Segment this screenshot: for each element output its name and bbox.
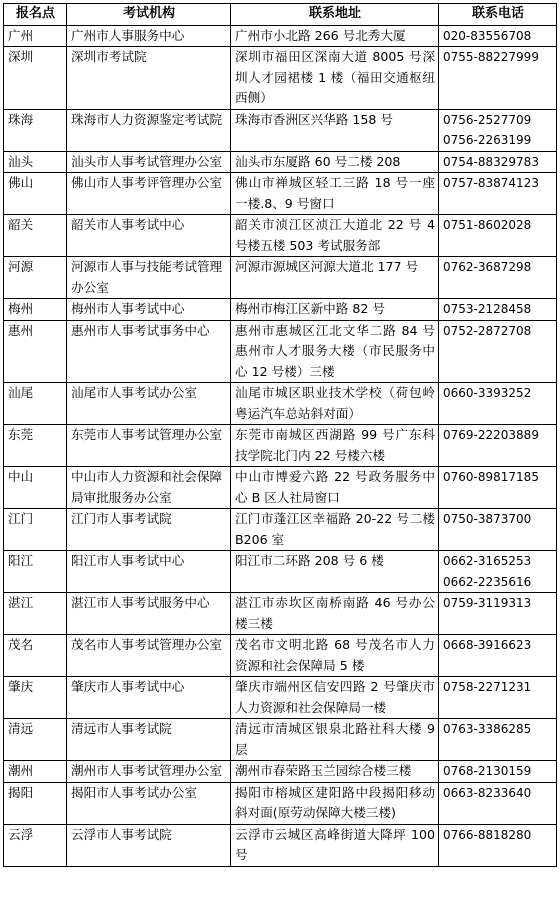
table-row bbox=[4, 257, 557, 299]
address-cell: 湛江市赤坎区南桥南路 46 号办公楼三楼 bbox=[231, 593, 439, 635]
org-cell: 中山市人力资源和社会保障局审批服务办公室 bbox=[67, 467, 231, 509]
phone-number: 0769-22203889 bbox=[443, 428, 539, 442]
header-phone: 联系电话 bbox=[439, 4, 557, 26]
site-cell: 茂名 bbox=[4, 635, 67, 677]
table-row bbox=[4, 593, 557, 635]
address-cell: 东莞市南城区西湖路 99 号广东科技学院北门内 22 号楼六楼 bbox=[231, 425, 439, 467]
phone-number: 0753-2128458 bbox=[443, 302, 532, 316]
phone-cell bbox=[439, 425, 557, 467]
phone-cell bbox=[439, 719, 557, 761]
phone-cell bbox=[439, 761, 557, 783]
phone-cell bbox=[439, 257, 557, 299]
site-cell: 清远 bbox=[4, 719, 67, 761]
phone-cell bbox=[439, 677, 557, 719]
org-cell: 佛山市人事考评管理办公室 bbox=[67, 173, 231, 215]
phone-cell bbox=[439, 47, 557, 110]
site-cell: 东莞 bbox=[4, 425, 67, 467]
table-row bbox=[4, 719, 557, 761]
table-row bbox=[4, 320, 557, 383]
phone-cell bbox=[439, 635, 557, 677]
site-cell: 梅州 bbox=[4, 299, 67, 321]
phone-number: 0766-8818280 bbox=[443, 827, 532, 842]
phone-cell bbox=[439, 593, 557, 635]
org-cell: 韶关市人事考试中心 bbox=[67, 215, 231, 257]
org-cell: 河源市人事与技能考试管理办公室 bbox=[67, 257, 231, 299]
phone-number: 0754-88329783 bbox=[443, 154, 539, 169]
address-cell: 韶关市浈江区浈江大道北 22 号 4 号楼五楼 503 考试服务部 bbox=[231, 215, 439, 257]
org-cell: 东莞市人事考试管理办公室 bbox=[67, 425, 231, 467]
site-cell: 江门 bbox=[4, 509, 67, 551]
address-cell: 汕头市东厦路 60 号二楼 208 bbox=[231, 151, 439, 173]
table-row bbox=[4, 761, 557, 783]
phone-cell bbox=[439, 215, 557, 257]
phone-number: 0756-2263199 bbox=[443, 133, 532, 147]
table-row bbox=[4, 677, 557, 719]
org-cell: 梅州市人事考试中心 bbox=[67, 299, 231, 321]
phone-number: 0663-8233640 bbox=[443, 785, 532, 800]
org-cell: 阳江市人事考试中心 bbox=[67, 551, 231, 593]
address-cell: 河源市源城区河源大道北 177 号 bbox=[231, 257, 439, 299]
phone-cell bbox=[439, 509, 557, 551]
phone-number: 0750-3873700 bbox=[443, 512, 532, 526]
org-cell: 肇庆市人事考试中心 bbox=[67, 677, 231, 719]
org-cell: 湛江市人事考试服务中心 bbox=[67, 593, 231, 635]
phone-number: 0763-3386285 bbox=[443, 722, 532, 736]
address-cell: 茂名市文明北路 68 号茂名市人力资源和社会保障局 5 楼 bbox=[231, 635, 439, 677]
phone-cell bbox=[439, 824, 557, 866]
phone-number: 0662-3165253 bbox=[443, 554, 532, 568]
table-row bbox=[4, 383, 557, 425]
address-cell: 江门市蓬江区幸福路 20-22 号二楼 B206 室 bbox=[231, 509, 439, 551]
table-row bbox=[4, 425, 557, 467]
address-cell: 佛山市禅城区轻工三路 18 号一座一楼.8、9 号窗口 bbox=[231, 173, 439, 215]
phone-number: 0762-3687298 bbox=[443, 260, 532, 274]
table-row bbox=[4, 467, 557, 509]
address-cell: 肇庆市端州区信安四路 2 号肇庆市人力资源和社会保障局一楼 bbox=[231, 677, 439, 719]
table-row bbox=[4, 782, 557, 824]
table-row bbox=[4, 173, 557, 215]
phone-number: 0760-89817185 bbox=[443, 470, 539, 484]
address-cell: 珠海市香洲区兴华路 158 号 bbox=[231, 109, 439, 151]
phone-number: 0756-2527709 bbox=[443, 112, 532, 127]
header-site: 报名点 bbox=[4, 4, 67, 26]
site-cell: 中山 bbox=[4, 467, 67, 509]
org-cell: 云浮市人事考试院 bbox=[67, 824, 231, 866]
address-cell: 惠州市惠城区江北文华二路 84 号惠州市人才服务大楼（市民服务中心 12 号楼）三楼 bbox=[231, 320, 439, 383]
phone-number: 0768-2130159 bbox=[443, 764, 532, 778]
org-cell: 清远市人事考试院 bbox=[67, 719, 231, 761]
org-cell: 江门市人事考试院 bbox=[67, 509, 231, 551]
table-row bbox=[4, 215, 557, 257]
table-row bbox=[4, 47, 557, 110]
table-row bbox=[4, 299, 557, 321]
phone-number: 0668-3916623 bbox=[443, 638, 532, 652]
phone-cell bbox=[439, 173, 557, 215]
site-cell: 揭阳 bbox=[4, 782, 67, 824]
phone-number: 020-83556708 bbox=[443, 28, 532, 43]
org-cell: 汕头市人事考试管理办公室 bbox=[67, 151, 231, 173]
table-row bbox=[4, 151, 557, 173]
org-cell: 茂名市人事考试管理办公室 bbox=[67, 635, 231, 677]
phone-cell bbox=[439, 109, 557, 151]
site-cell: 云浮 bbox=[4, 824, 67, 866]
phone-cell bbox=[439, 25, 557, 47]
org-cell: 珠海市人力资源鉴定考试院 bbox=[67, 109, 231, 151]
header-row bbox=[4, 4, 557, 26]
org-cell: 揭阳市人事考试办公室 bbox=[67, 782, 231, 824]
phone-number: 0660-3393252 bbox=[443, 386, 532, 400]
address-cell: 潮州市春荣路玉兰园综合楼三楼 bbox=[231, 761, 439, 783]
table-row bbox=[4, 551, 557, 593]
site-cell: 湛江 bbox=[4, 593, 67, 635]
site-cell: 韶关 bbox=[4, 215, 67, 257]
phone-cell bbox=[439, 782, 557, 824]
table-row bbox=[4, 109, 557, 151]
address-cell: 深圳市福田区深南大道 8005 号深圳人才园裙楼 1 楼（福田交通枢纽西侧） bbox=[231, 47, 439, 110]
table-body bbox=[4, 25, 557, 866]
phone-number: 0757-83874123 bbox=[443, 176, 539, 190]
org-cell: 潮州市人事考试管理办公室 bbox=[67, 761, 231, 783]
table-row bbox=[4, 824, 557, 866]
address-cell: 云浮市云城区高峰街道大降坪 100 号 bbox=[231, 824, 439, 866]
phone-cell bbox=[439, 383, 557, 425]
site-cell: 汕尾 bbox=[4, 383, 67, 425]
exam-sites-table bbox=[3, 3, 557, 867]
phone-number: 0755-88227999 bbox=[443, 50, 539, 64]
phone-number: 0752-2872708 bbox=[443, 323, 532, 338]
site-cell: 潮州 bbox=[4, 761, 67, 783]
address-cell: 梅州市梅江区新中路 82 号 bbox=[231, 299, 439, 321]
address-cell: 揭阳市榕城区建阳路中段揭阳移动斜对面(原劳动保障大楼三楼) bbox=[231, 782, 439, 824]
address-cell: 中山市博爱六路 22 号政务服务中心 B 区人社局窗口 bbox=[231, 467, 439, 509]
phone-cell bbox=[439, 320, 557, 383]
site-cell: 广州 bbox=[4, 25, 67, 47]
phone-cell bbox=[439, 299, 557, 321]
org-cell: 深圳市考试院 bbox=[67, 47, 231, 110]
address-cell: 广州市小北路 266 号北秀大厦 bbox=[231, 25, 439, 47]
phone-cell bbox=[439, 467, 557, 509]
phone-cell bbox=[439, 151, 557, 173]
org-cell: 惠州市人事考试事务中心 bbox=[67, 320, 231, 383]
site-cell: 阳江 bbox=[4, 551, 67, 593]
org-cell: 汕尾市人事考试办公室 bbox=[67, 383, 231, 425]
site-cell: 汕头 bbox=[4, 151, 67, 173]
phone-number: 0662-2235616 bbox=[443, 574, 532, 589]
address-cell: 阳江市二环路 208 号 6 楼 bbox=[231, 551, 439, 593]
header-address: 联系地址 bbox=[231, 4, 439, 26]
table-header bbox=[4, 4, 557, 26]
site-cell: 深圳 bbox=[4, 47, 67, 110]
table-row bbox=[4, 635, 557, 677]
org-cell: 广州市人事服务中心 bbox=[67, 25, 231, 47]
address-cell: 清远市清城区银泉北路社科大楼 9 层 bbox=[231, 719, 439, 761]
table-row bbox=[4, 509, 557, 551]
site-cell: 惠州 bbox=[4, 320, 67, 383]
site-cell: 河源 bbox=[4, 257, 67, 299]
header-org: 考试机构 bbox=[67, 4, 231, 26]
table-row bbox=[4, 25, 557, 47]
phone-number: 0758-2271231 bbox=[443, 680, 532, 694]
site-cell: 佛山 bbox=[4, 173, 67, 215]
site-cell: 肇庆 bbox=[4, 677, 67, 719]
phone-number: 0751-8602028 bbox=[443, 218, 532, 232]
site-cell: 珠海 bbox=[4, 109, 67, 151]
phone-cell bbox=[439, 551, 557, 593]
address-cell: 汕尾市城区职业技术学校（荷包岭粤运汽车总站斜对面） bbox=[231, 383, 439, 425]
phone-number: 0759-3119313 bbox=[443, 596, 532, 610]
